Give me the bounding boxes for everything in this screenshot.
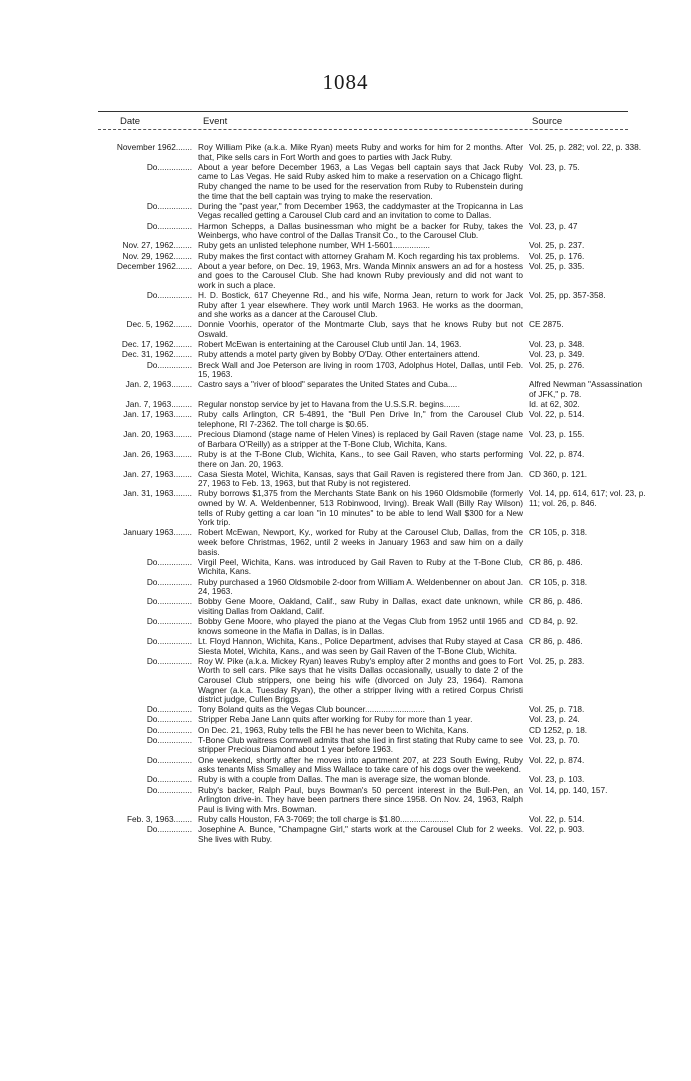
table-row — [0, 340, 691, 350]
chronology-table — [0, 143, 691, 845]
table-row — [0, 597, 691, 616]
table-row — [0, 202, 691, 221]
row-event: Robert McEwan, Newport, Ky., worked for Ruby at the Carousel Club, Dallas, from the week before Christmas, 1962, until 2 weeks in January 1963 and saw him on a daily basis. — [198, 527, 523, 557]
row-source: Vol. 23, p. 75. — [529, 161, 580, 172]
row-event: Robert McEwan is entertaining at the Carousel Club until Jan. 14, 1963. — [198, 339, 462, 350]
row-event: One weekend, shortly after he moves into apartment 207, at 223 South Ewing, Ruby asks tenants Miss Smalley and Miss Wallace to take care of his dogs over the weekend. — [198, 754, 523, 775]
row-date: Dec. 17, 1962........ — [121, 340, 192, 350]
row-event: H. D. Bostick, 617 Cheyenne Rd., and his wife, Norma Jean, return to work for Jack Ruby after 1 year elsewhere. They work until March 1963. He works as the doorman, and she works as a dancer at the Carousel Club. — [198, 290, 523, 320]
row-date: December 1962....... — [116, 261, 192, 271]
column-header-date: Date — [120, 116, 141, 127]
row-source: CR 105, p. 318. — [529, 576, 588, 587]
row-source: Vol. 22, p. 514. — [529, 813, 585, 824]
row-event: During the "past year," from December 1963, the caddymaster at the Tropicanna in Las Vegas recalled getting a Carousel Club card and an invitation to come to Dallas. — [198, 200, 523, 221]
row-source: CR 105, p. 318. — [529, 527, 588, 538]
row-event: Castro says a "river of blood" separates the United States and Cuba.... — [198, 379, 458, 390]
table-row — [0, 450, 691, 469]
table-row — [0, 361, 691, 380]
row-event: Harmon Schepps, a Dallas businessman who might be a backer for Ruby, takes the Weinbergs, who have control of the Dallas Transit Co., to the Carousel Club. — [198, 220, 523, 241]
row-source: CR 86, p. 486. — [529, 635, 583, 646]
table-row — [0, 252, 691, 262]
row-source: Vol. 22, p. 903. — [529, 824, 585, 835]
table-row — [0, 726, 691, 736]
table-row — [0, 657, 691, 705]
row-source: Vol. 22, p. 874. — [529, 448, 585, 459]
column-header-event: Event — [203, 116, 228, 127]
row-event: Precious Diamond (stage name of Helen Vines) is replaced by Gail Raven (stage name of Barbara O'Reilly) as a stripper at the T-Bone Club, Wichita, Kans. — [198, 429, 523, 449]
row-source: Vol. 23, p. 103. — [529, 774, 585, 785]
row-event: Tony Boland quits as the Vegas Club bouncer.......................... — [198, 704, 425, 715]
table-row — [0, 222, 691, 241]
row-event: Casa Siesta Motel, Wichita, Kansas, says that Gail Raven is registered there from Jan. 27, 1963 to Feb. 13, 1963, but that Ruby is not registered. — [198, 468, 523, 489]
table-row — [0, 380, 691, 399]
row-source: CR 86, p. 486. — [529, 556, 583, 567]
table-row — [0, 291, 691, 320]
table-row — [0, 736, 691, 755]
row-event: About a year before, on Dec. 19, 1963, Mrs. Wanda Minnix answers an ad for a hostess and goes to the Carousel Club. She had known Ruby previously and did not want to work in such a place. — [198, 260, 523, 290]
row-date: Feb. 3, 1963........ — [126, 814, 192, 824]
table-row — [0, 715, 691, 725]
row-source: Vol. 23, p. 348. — [529, 339, 585, 350]
row-event: Bobby Gene Moore, who played the piano at the Vegas Club from 1952 until 1965 and knows someone in the Mafia in Dallas, is in Dallas. — [198, 616, 523, 636]
row-source: Vol. 22, p. 874. — [529, 754, 585, 765]
table-row — [0, 775, 691, 785]
row-source: Vol. 23, p. 70. — [529, 734, 580, 745]
row-date: January 1963........ — [123, 528, 192, 538]
table-row — [0, 786, 691, 815]
row-date: Do............... — [146, 785, 192, 795]
row-event: Ruby's backer, Ralph Paul, buys Bowman's 50 percent interest in the Bull-Pen, an Arlington drive-in. They have been partners there since 1958. On Nov. 24, 1963, Ralph Paul is living with Mrs. Bowman. — [198, 784, 523, 814]
row-event: Roy W. Pike (a.k.a. Mickey Ryan) leaves Ruby's employ after 2 months and goes to Fort Worth to sell cars. Pike says that he visits Dallas occasionally, usually to date 2 of the Carousel Club strippers, one being his wife (divorced on July 23, 1964). Ramona Wagner (a.k.a. Tuesday Ryan), the other a stripper living with a retired Corpus Christi district judge, Cullen Briggs. — [198, 655, 523, 705]
row-event: On Dec. 21, 1963, Ruby tells the FBI he has never been to Wichita, Kans. — [198, 724, 469, 735]
row-date: Jan. 2, 1963......... — [125, 380, 192, 390]
page-number: 1084 — [322, 70, 369, 94]
row-source: Alfred Newman "Assassination of JFK," p. 78. — [529, 379, 643, 399]
row-date: Do............... — [146, 162, 192, 172]
row-date: Do............... — [146, 825, 192, 835]
row-date: Do............... — [146, 291, 192, 301]
row-date: Jan. 17, 1963........ — [123, 410, 192, 420]
row-source: Vol. 25, p. 282; vol. 22, p. 338. — [529, 142, 642, 152]
row-source: Vol. 25, pp. 357-358. — [529, 290, 606, 301]
row-date: Dec. 31, 1962........ — [121, 350, 192, 360]
table-row — [0, 470, 691, 489]
header-top-rule — [98, 111, 628, 112]
row-event: About a year before December 1963, a Las Vegas bell captain says that Jack Ruby came to Las Vegas. He said Ruby asked him to make a reservation on a Chicago flight. Ruby changed the name to be used for the reservation from Ruby to Rubenstein during the time that the bell captain was trying to make the reservation. — [198, 161, 523, 201]
row-event: Ruby makes the first contact with attorney Graham M. Koch regarding his tax problems. — [198, 250, 520, 261]
table-row — [0, 705, 691, 715]
table-row — [0, 320, 691, 339]
row-date: Do............... — [146, 557, 192, 567]
table-row — [0, 430, 691, 449]
table-row — [0, 143, 691, 162]
row-date: Dec. 5, 1962........ — [126, 320, 192, 330]
row-source: Vol. 25, p. 276. — [529, 359, 585, 370]
row-source: CR 86, p. 486. — [529, 596, 583, 607]
row-date: November 1962....... — [116, 143, 192, 152]
row-source: Vol. 14, pp. 614, 617; vol. 23, p. 11; vol. 26, p. 846. — [529, 488, 646, 509]
row-date: Do............... — [146, 755, 192, 765]
table-row — [0, 400, 691, 410]
row-source: CE 2875. — [529, 319, 564, 330]
row-source: Vol. 25, p. 237. — [529, 240, 585, 251]
row-event: Regular nonstop service by jet to Havana from the U.S.S.R. begins....... — [198, 399, 460, 410]
row-event: Ruby gets an unlisted telephone number, WH 1-5601................ — [198, 240, 430, 251]
row-event: Roy William Pike (a.k.a. Mike Ryan) meets Ruby and works for him for 2 months. After that, Pike sells cars in Fort Worth and goes to parties with Jack Ruby. — [198, 142, 523, 162]
row-event: Ruby calls Houston, FA 3-7069; the toll charge is $1.80..................... — [198, 813, 449, 824]
row-date: Jan. 7, 1963......... — [125, 400, 192, 410]
row-source: Id. at 62, 302. — [529, 399, 580, 410]
row-source: Vol. 25, p. 335. — [529, 260, 585, 271]
row-date: Nov. 27, 1962........ — [122, 241, 192, 251]
table-row — [0, 578, 691, 597]
row-date: Do............... — [146, 360, 192, 370]
row-event: Ruby is with a couple from Dallas. The man is average size, the woman blonde. — [198, 774, 491, 785]
table-row — [0, 617, 691, 636]
row-date: Jan. 26, 1963........ — [123, 449, 192, 459]
table-row — [0, 241, 691, 251]
row-date: Jan. 31, 1963........ — [123, 489, 192, 499]
column-header-source: Source — [532, 116, 563, 127]
row-date: Do............... — [146, 656, 192, 666]
row-event: T-Bone Club waitress Cornwell admits that she lied in first stating that Ruby came to see stripper Precious Diamond about 1 year before 1963. — [198, 734, 523, 755]
row-date: Do............... — [146, 201, 192, 211]
table-row — [0, 815, 691, 825]
row-date: Do............... — [146, 715, 192, 725]
row-source: CD 84, p. 92. — [529, 616, 578, 627]
row-date: Do............... — [146, 775, 192, 785]
row-event: Ruby attends a motel party given by Bobby O'Day. Other entertainers attend. — [198, 349, 480, 360]
header-bottom-rule — [98, 129, 628, 130]
row-event: Breck Wall and Joe Peterson are living in room 1703, Adolphus Hotel, Dallas, until Feb. 15, 1963. — [198, 359, 523, 380]
row-event: Ruby is at the T-Bone Club, Wichita, Kans., to see Gail Raven, who starts performing there on Jan. 20, 1963. — [198, 448, 523, 469]
row-event: Donnie Voorhis, operator of the Montmarte Club, says that he knows Ruby but not Oswald. — [198, 319, 523, 340]
row-date: Do............... — [146, 636, 192, 646]
row-date: Do............... — [146, 597, 192, 607]
row-date: Do............... — [146, 735, 192, 745]
row-source: Vol. 23, p. 155. — [529, 429, 585, 440]
table-row — [0, 825, 691, 844]
table-row — [0, 410, 691, 429]
row-source: Vol. 14, pp. 140, 157. — [529, 784, 608, 795]
table-row — [0, 262, 691, 291]
table-row — [0, 350, 691, 360]
row-date: Jan. 27, 1963........ — [123, 469, 192, 479]
table-row — [0, 756, 691, 775]
row-source: Vol. 22, p. 514. — [529, 409, 585, 420]
row-event: Ruby borrows $1,375 from the Merchants State Bank on his 1960 Oldsmobile (formerly owned by W. A. Weldenbenner, 513 Robinwood, Irving). Break Wall (Billy Ray Wilson) tells of Ruby getting a car loan "in 10 minutes" to be able to lend Wall $300 for a New York trip. — [198, 488, 523, 528]
row-date: Do............... — [146, 725, 192, 735]
row-source: Vol. 23, p. 349. — [529, 349, 585, 360]
row-event: Virgil Peel, Wichita, Kans. was introduced by Gail Raven to Ruby at the T-Bone Club, Wichita, Kans. — [198, 556, 523, 577]
row-date: Do............... — [146, 617, 192, 627]
row-event: Stripper Reba Jane Lann quits after working for Ruby for more than 1 year. — [198, 714, 473, 725]
table-row — [0, 528, 691, 557]
table-row — [0, 558, 691, 577]
row-source: Vol. 25, p. 176. — [529, 250, 585, 261]
row-event: Bobby Gene Moore, Oakland, Calif., saw Ruby in Dallas, exact date unknown, while visiting Dallas from Oakland, Calif. — [198, 596, 523, 616]
table-row — [0, 489, 691, 527]
row-date: Jan. 20, 1963........ — [123, 430, 192, 440]
row-source: Vol. 23, p. 47 — [529, 220, 578, 231]
row-event: Josephine A. Bunce, "Champagne Girl," starts work at the Carousel Club for 2 weeks. She lives with Ruby. — [198, 824, 523, 844]
row-source: Vol. 23, p. 24. — [529, 714, 580, 725]
row-date: Nov. 29, 1962........ — [122, 251, 192, 261]
row-event: Ruby calls Arlington, CR 5-4891, the "Bull Pen Drive In," from the Carousel Club telephone, RI 7-2362. The toll charge is $0.65. — [198, 409, 523, 429]
row-event: Ruby purchased a 1960 Oldsmobile 2-door from William A. Weldenbenner on about Jan. 24, 1963. — [198, 576, 523, 597]
row-date: Do............... — [146, 705, 192, 715]
row-source: Vol. 25, p. 718. — [529, 704, 585, 715]
table-row — [0, 637, 691, 656]
table-row — [0, 163, 691, 201]
row-source: CD 1252, p. 18. — [529, 724, 588, 735]
row-source: Vol. 25, p. 283. — [529, 655, 585, 666]
row-date: Do............... — [146, 577, 192, 587]
row-source — [523, 202, 651, 221]
row-event: Lt. Floyd Hannon, Wichita, Kans., Police Department, advises that Ruby stayed at Casa Siesta Motel, Wichita, Kans., and was seen by Gail Raven of the T-Bone Club, Wichita. — [198, 635, 523, 656]
row-date: Do............... — [146, 221, 192, 231]
row-source: CD 360, p. 121. — [529, 468, 588, 479]
